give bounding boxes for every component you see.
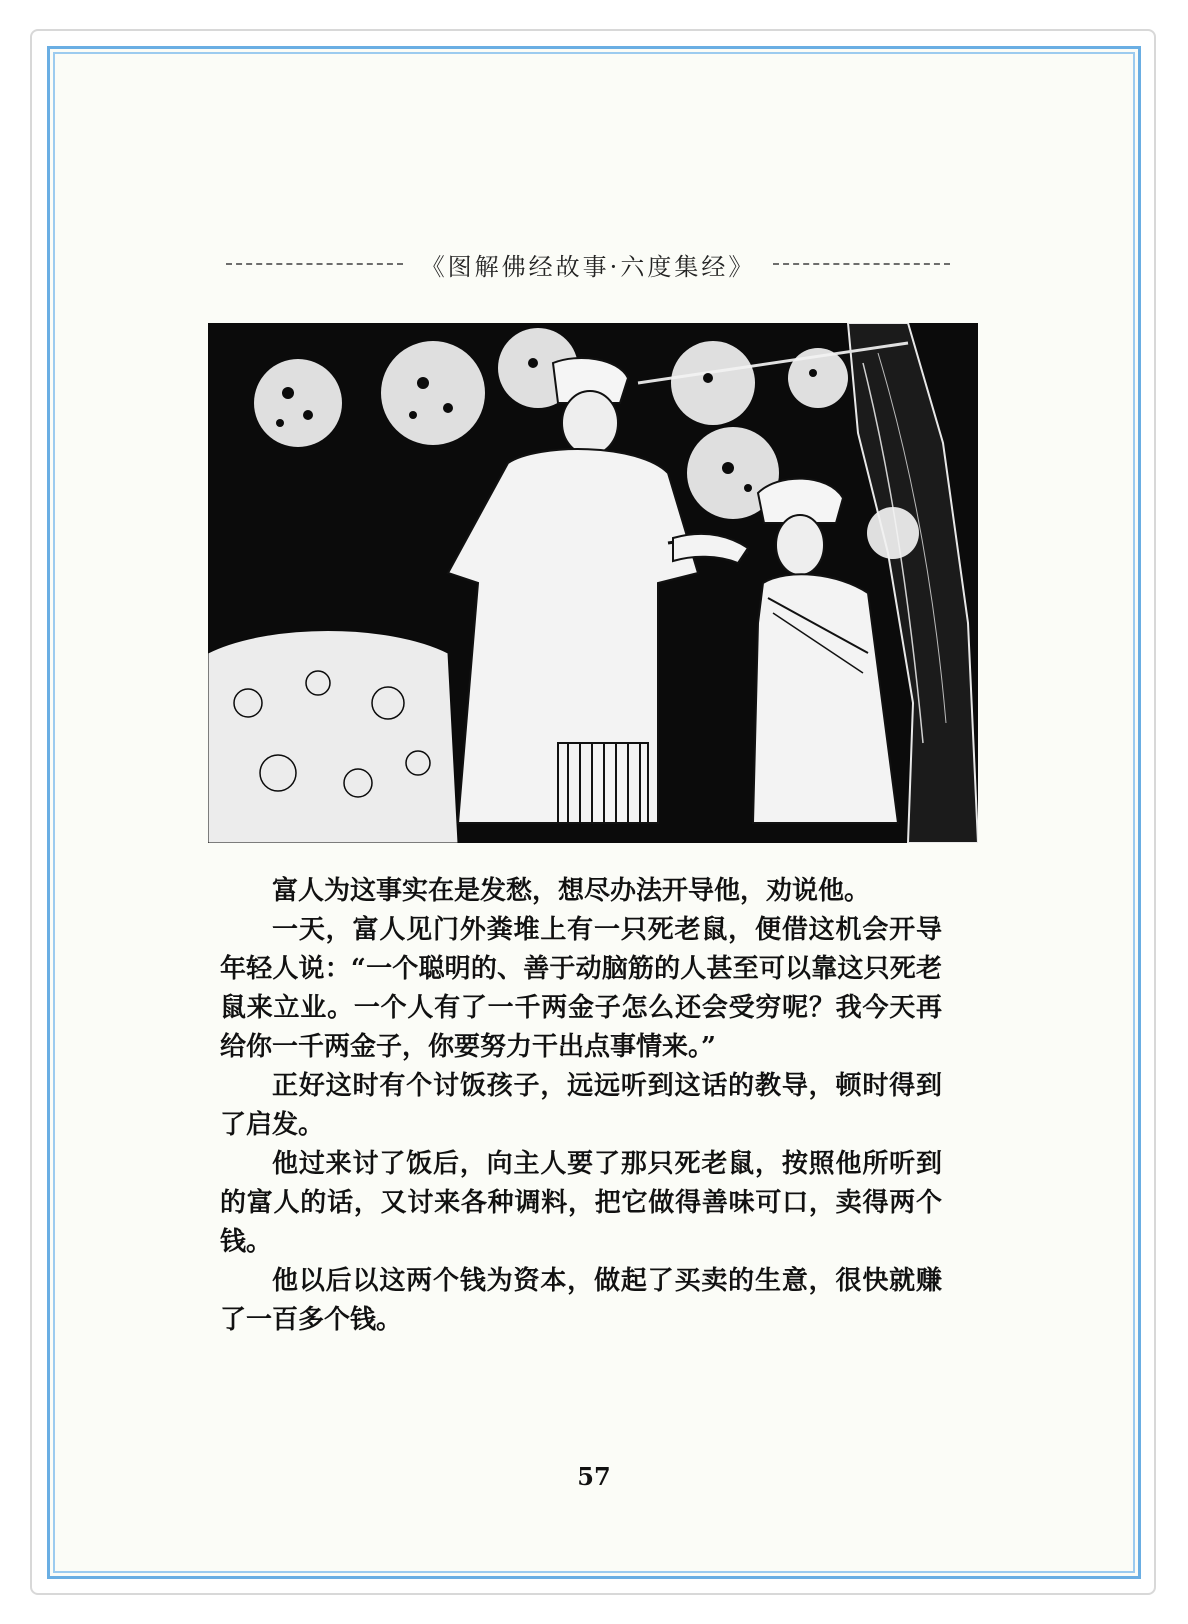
story-illustration <box>208 323 978 843</box>
running-header <box>226 246 950 282</box>
book-title: 《图解佛经故事·六度集经》 <box>420 252 756 281</box>
header-right-rule <box>773 263 950 265</box>
page-number: 57 <box>577 1462 611 1491</box>
paragraph-5: 他以后以这两个钱为资本，做起了买卖的生意，很快就赚了一百多个钱。 <box>220 1266 942 1335</box>
paragraph-3: 正好这时有个讨饭孩子，远远听到这话的教导，顿时得到了启发。 <box>220 1071 942 1140</box>
paragraph-2: 一天，富人见门外粪堆上有一只死老鼠，便借这机会开导年轻人说：“一个聪明的、善于动脑筋的人甚至可以靠这只死老鼠来立业。一个人有了一千两金子怎么还会受穷呢？我今天再给你一千两金子，你要努力干出点事情来。” <box>220 915 942 1062</box>
story-text <box>220 872 942 1340</box>
paragraph-1: 富人为这事实在是发愁，想尽办法开导他，劝说他。 <box>272 876 871 906</box>
header-left-rule <box>226 263 403 265</box>
paragraph-4: 他过来讨了饭后，向主人要了那只死老鼠，按照他所听到的富人的话，又讨来各种调料，把它做得善味可口，卖得两个钱。 <box>220 1149 942 1257</box>
illustration-drawing <box>208 323 978 843</box>
